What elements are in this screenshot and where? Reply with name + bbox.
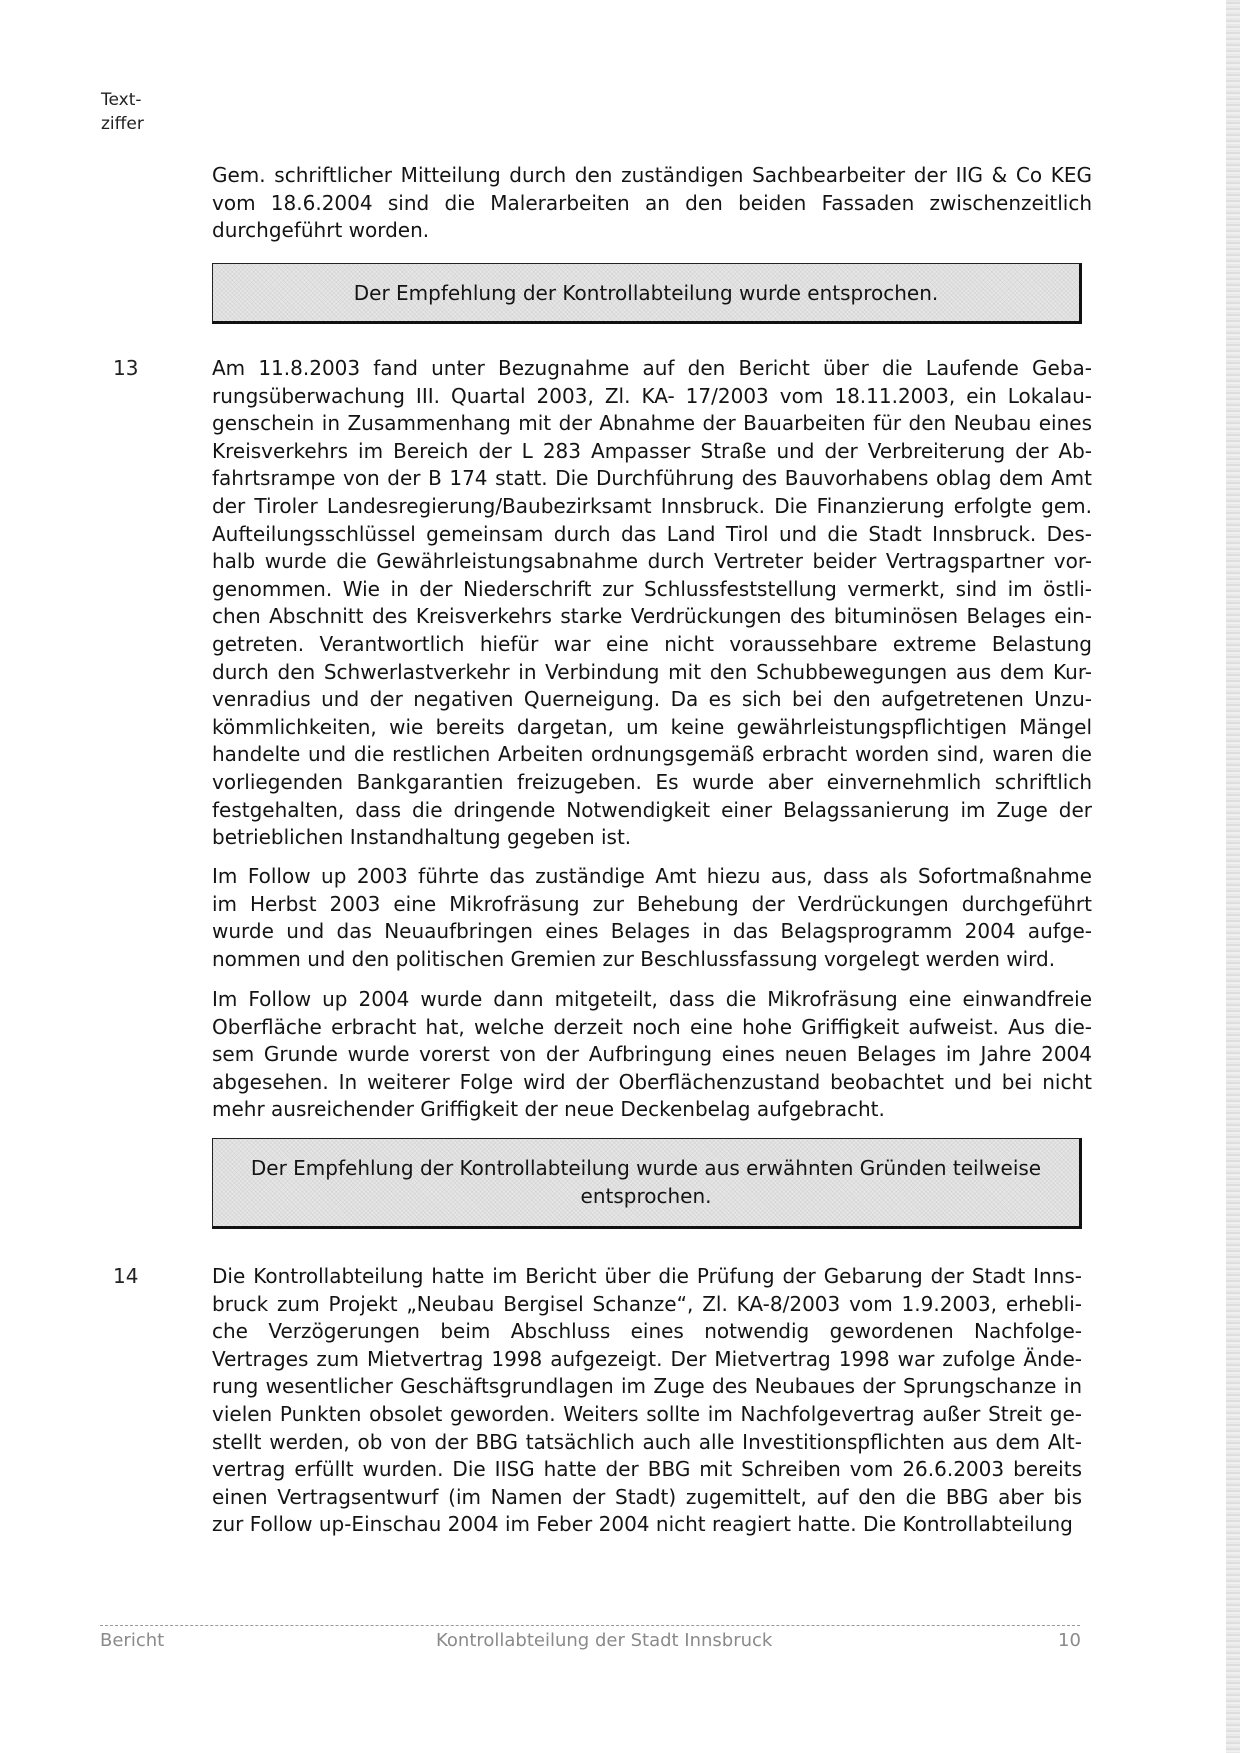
tz13-paragraph-1 (212, 355, 1092, 852)
text-line: Am 11.8.2003 fand unter Bezugnahme auf den Bericht über die Laufende Geba- (212, 356, 1092, 380)
footer-divider (100, 1625, 1080, 1626)
text-line: Oberfläche erbracht hat, welche derzeit noch eine hohe Griffigkeit aufweist. Aus die- (212, 1014, 1092, 1039)
textziffer-number: 13 (113, 356, 139, 380)
text-line: halb wurde die Gewährleistungsabnahme durch Vertreter beider Vertragspartner vor- (212, 549, 1092, 574)
text-line: vom 18.6.2004 sind die Malerarbeiten an den beiden Fassaden zwischenzeitlich (212, 190, 1092, 215)
text-line: festgehalten, dass die dringende Notwendigkeit einer Belagssanierung im Zuge der (212, 797, 1092, 822)
recommendation-result-text: Der Empfehlung der Kontrollabteilung wurde entsprochen. (353, 281, 939, 305)
text-line: Die Kontrollabteilung hatte im Bericht über die Prüfung der Gebarung der Stadt Inns- (212, 1264, 1082, 1288)
text-line: sem Grunde wurde vorerst von der Aufbringung eines neuen Belages im Jahre 2004 (212, 1042, 1092, 1067)
text-line: fahrtsrampe von der B 174 statt. Die Durchführung des Bauvorhabens oblag dem Amt (212, 466, 1092, 491)
footer-department-name: Kontrollabteilung der Stadt Innsbruck (436, 1630, 773, 1651)
text-line: wurde und das Neuaufbringen eines Belages in das Belagsprogramm 2004 aufge- (212, 919, 1092, 944)
margin-label-line-1: Text- (101, 90, 142, 110)
text-line: kömmlichkeiten, wie bereits dargetan, um keine gewährleistungspflichtigen Mängel (212, 714, 1092, 739)
recommendation-result-text-line-1: Der Empfehlung der Kontrollabteilung wurde aus erwähnten Gründen teilweise (250, 1156, 1042, 1180)
text-line: betrieblichen Instandhaltung gegeben ist. (212, 825, 632, 850)
recommendation-result-box-partial (212, 1138, 1082, 1229)
tz14-paragraph-1 (212, 1263, 1082, 1539)
text-line: Kreisverkehrs im Bereich der L 283 Ampasser Straße und der Verbreiterung der Ab- (212, 438, 1092, 463)
text-line: rung wesentlicher Geschäftsgrundlagen im Zuge des Neubaues der Sprungschanze in (212, 1374, 1082, 1399)
margin-label-line-2: ziffer (101, 114, 144, 134)
text-line: Aufteilungsschlüssel gemeinsam durch das Land Tirol und die Stadt Innsbruck. Des- (212, 521, 1092, 546)
text-line: rungsüberwachung III. Quartal 2003, Zl. KA- 17/2003 vom 18.11.2003, ein Lokalau- (212, 383, 1092, 408)
text-line: genommen. Wie in der Niederschrift zur Schlussfeststellung vermerkt, sind im östli- (212, 576, 1092, 601)
text-line: einen Vertragsentwurf (im Namen der Stadt) zugemittelt, auf den die BBG aber bis (212, 1484, 1082, 1509)
text-line: vielen Punkten obsolet geworden. Weiters sollte im Nachfolgevertrag außer Streit ge- (212, 1401, 1082, 1426)
text-line: im Herbst 2003 eine Mikrofräsung zur Behebung der Verdrückungen durchgeführt (212, 891, 1092, 916)
text-line: durch den Schwerlastverkehr in Verbindung mit den Schubbewegungen aus dem Kur- (212, 659, 1092, 684)
text-line: Gem. schriftlicher Mitteilung durch den zuständigen Sachbearbeiter der IIG & Co KEG (212, 163, 1092, 187)
intro-paragraph (212, 162, 1092, 245)
text-line: Im Follow up 2004 wurde dann mitgeteilt, dass die Mikrofräsung eine einwandfreie (212, 987, 1092, 1011)
text-line: Vertrages zum Mietvertrag 1998 aufgezeigt. Der Mietvertrag 1998 war zufolge Ände- (212, 1346, 1082, 1371)
text-line: bruck zum Projekt „Neubau Bergisel Schanze“, Zl. KA-8/2003 vom 1.9.2003, erhebli- (212, 1291, 1082, 1316)
text-line: vertrag erfüllt wurden. Die IISG hatte der BBG mit Schreiben vom 26.6.2003 bereits (212, 1457, 1082, 1482)
text-line: nommen und den politischen Gremien zur Beschlussfassung vorgelegt werden wird. (212, 946, 1056, 971)
textziffer-number: 14 (113, 1264, 139, 1288)
footer-report-label: Bericht (100, 1630, 165, 1651)
text-line: chen Abschnitt des Kreisverkehrs starke Verdrückungen des bituminösen Belages ein- (212, 604, 1092, 629)
recommendation-result-text-line-2: entsprochen. (580, 1184, 712, 1208)
text-line: che Verzögerungen beim Abschluss eines notwendig gewordenen Nachfolge- (212, 1319, 1082, 1344)
text-line: venradius und der negativen Querneigung. Da es sich bei den aufgetretenen Unzu- (212, 687, 1092, 712)
text-line: stellt werden, ob von der BBG tatsächlich auch alle Investitionspflichten aus dem Alt- (212, 1429, 1082, 1454)
text-line: genschein in Zusammenhang mit der Abnahme der Bauarbeiten für den Neubau eines (212, 411, 1092, 436)
text-line: mehr ausreichender Griffigkeit der neue Deckenbelag aufgebracht. (212, 1097, 885, 1122)
text-line: vorliegenden Bankgarantien freizugeben. Es wurde aber einvernehmlich schriftlich (212, 769, 1092, 794)
text-line: der Tiroler Landesregierung/Baubezirksamt Innsbruck. Die Finanzierung erfolgte gem. (212, 493, 1092, 518)
text-line: getreten. Verantwortlich hiefür war eine nicht voraussehbare extreme Belastung (212, 631, 1092, 656)
scan-edge-artifact (1226, 0, 1240, 1753)
footer-page-number: 10 (1058, 1630, 1081, 1651)
textziffer-margin-label (101, 88, 144, 136)
text-line: zur Follow up-Einschau 2004 im Feber 2004 nicht reagiert hatte. Die Kontrollabteilung (212, 1512, 1073, 1537)
recommendation-result-box (212, 263, 1082, 324)
text-line: handelte und die restlichen Arbeiten ordnungsgemäß erbracht worden sind, waren die (212, 742, 1092, 767)
tz13-paragraph-3 (212, 986, 1092, 1124)
text-line: abgesehen. In weiterer Folge wird der Oberflächenzustand beobachtet und bei nicht (212, 1069, 1092, 1094)
tz13-paragraph-2 (212, 863, 1092, 973)
text-line: durchgeführt worden. (212, 218, 430, 243)
text-line: Im Follow up 2003 führte das zuständige Amt hiezu aus, dass als Sofortmaßnahme (212, 864, 1092, 888)
